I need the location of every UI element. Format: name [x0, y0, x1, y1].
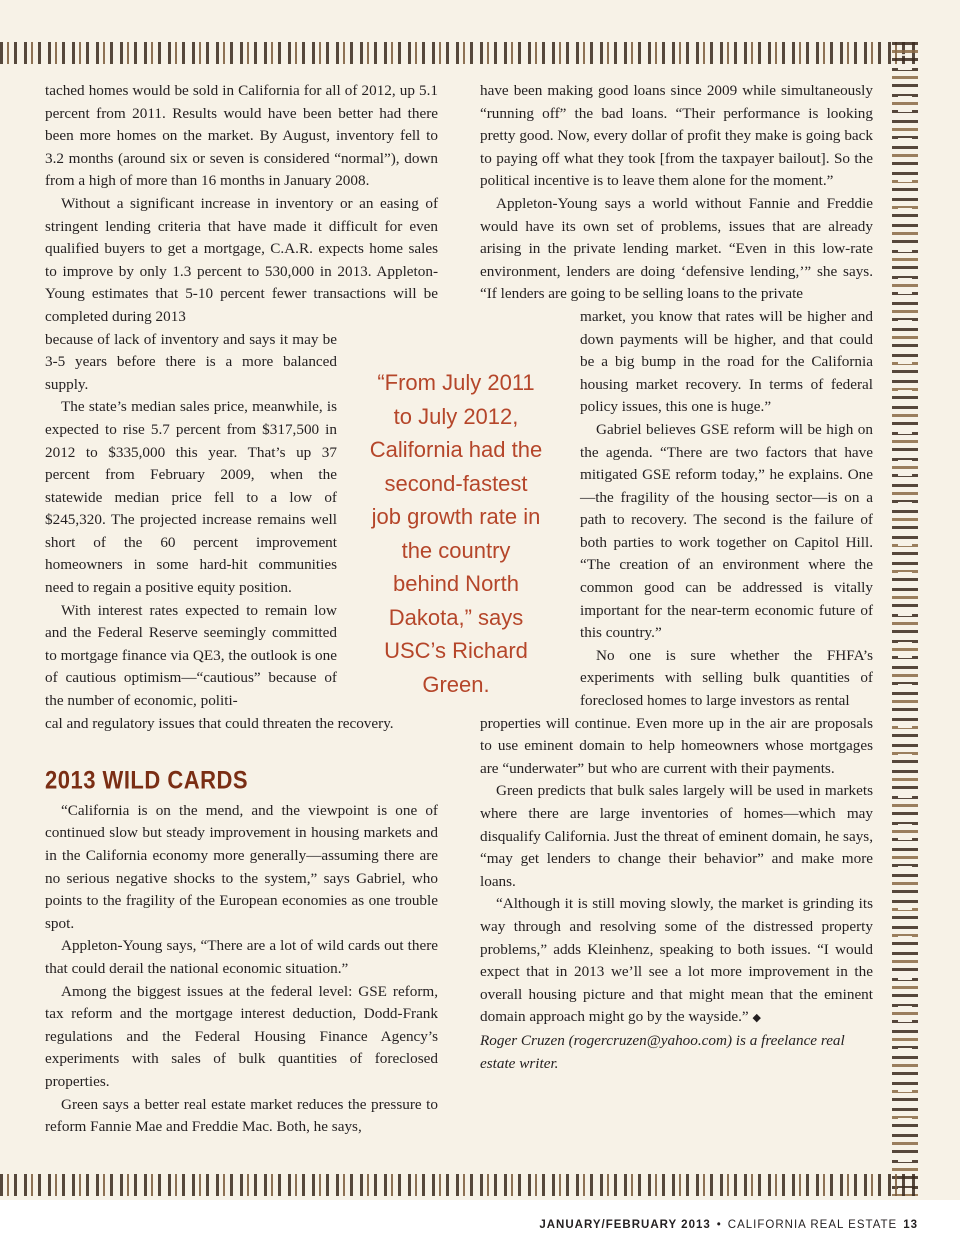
paragraph: properties will continue. Even more up in the air are proposals to use eminent domain to help homeowners whose mortgages are “underwater” but who are current with their payments. — [480, 714, 873, 777]
right-column — [480, 80, 873, 1075]
publication-name: CALIFORNIA REAL ESTATE — [727, 1219, 898, 1231]
paragraph: Without a significant increase in inventory or an easing of stringent lending criteria that have made it difficult for even qualified buyers to get a mortgage, C.A.R. expects home sales to improve by only 1.3 percent to 530,000 in 2013. Appleton-Young estimates that 5-10 percent fewer transactions will be completed during 2013 — [45, 194, 438, 325]
paragraph: because of lack of inventory and says it may be 3-5 years before there is a more balanced supply. — [45, 330, 337, 393]
author-byline: Roger Cruzen (rogercruzen@yahoo.com) is a freelance real estate writer. — [480, 1031, 845, 1072]
paragraph: No one is sure whether the FHFA’s experiments with selling bulk quantities of foreclosed homes to large investors as rental — [580, 646, 873, 710]
paragraph: tached homes would be sold in California for all of 2012, up 5.1 percent from 2011. Results would have been better had there been more homes on the market. By August, inventory fell to 3.2 months (around six or seven is considered “normal”), down from a high of more than 16 months in January 2008. — [45, 82, 438, 190]
paragraph: “California is on the mend, and the viewpoint is one of continued slow but steady improvement in housing markets and in the California economy more generally—assuming there are no serious negative shocks to the system,” says Gabriel, who points to the fragility of the European economies as one trouble spot. — [45, 801, 438, 932]
decorative-border-bottom — [0, 1174, 915, 1196]
paragraph: Appleton-Young says a world without Fannie and Freddie would have its own set of problems, issues that are already arising in the private lending market. “Even in this low-rate environment, lenders are doing ‘defensive lending,’” she says. “If lenders are going to be selling loans to the private — [480, 194, 873, 303]
paragraph: With interest rates expected to remain low and the Federal Reserve seemingly committed to mortgage finance via QE3, the outlook is one of cautious optimism—“cautious” because of the number of economic, politi- — [45, 601, 337, 710]
decorative-border-right — [892, 42, 918, 1196]
paragraph-text: “Although it is still moving slowly, the market is grinding its way through and resolving some of the distressed property problems,” adds Kleinhenz, speaking to both issues. “I would expect that in 2013 we’ll see a lot more improvement in the overall housing picture and that might mean that the eminent domain approach might go by the wayside.” — [480, 895, 873, 1026]
end-mark-icon: ◆ — [752, 1012, 761, 1025]
paragraph: Gabriel believes GSE reform will be high on the agenda. “There are two factors that have mitigated GSE reform today,” he explains. One—the fragility of the housing sector—is on a path to recovery. The second is the failure of both parties to work together on Capitol Hill. “The creation of an environment where the common good can be addressed is vitally important for the near-term economic future of this country.” — [580, 420, 873, 642]
section-heading: 2013 WILD CARDS — [45, 765, 249, 795]
page-footer — [0, 1219, 918, 1231]
paragraph: Among the biggest issues at the federal level: GSE reform, tax reform and the mortgage interest deduction, Dodd-Frank regulations and the Federal Housing Finance Agency’s experiments with sales of bulk quantities of foreclosed properties. — [45, 982, 438, 1090]
issue-date: JANUARY/FEBRUARY 2013 — [539, 1219, 711, 1231]
paragraph: Green says a better real estate market reduces the pressure to reform Fannie Mae and Freddie Mac. Both, he says, — [45, 1095, 438, 1136]
paragraph: market, you know that rates will be higher and down payments will be higher, and that could be a big bump in the road for the California housing market recovery. In terms of federal policy issues, this one is huge.” — [580, 307, 873, 416]
paragraph: cal and regulatory issues that could threaten the recovery. — [45, 714, 394, 732]
paragraph — [480, 893, 873, 1030]
paragraph: have been making good loans since 2009 while simultaneously “running off” the bad loans. “Their performance is looking pretty good. Now, every dollar of profit they make is going back to paying off what they took [from the taxpayer bailout]. So the political incentive is to leave them alone for the moment.” — [480, 82, 873, 190]
pull-quote: “From July 2011 to July 2012, California had the second-fastest job growth rate in the country behind North Dakota,” says USC’s Richard Green. — [369, 370, 543, 697]
paragraph: The state’s median sales price, meanwhile, is expected to rise 5.7 percent from $317,500 in 2012 to $335,000 this year. That’s up 37 percent from February 2009, when the statewide median price fell to a low of $245,320. The projected increase remains well short of the 60 percent improvement homeowners in some hard-hit communities need to regain a positive equity position. — [45, 398, 337, 597]
paragraph: Appleton-Young says, “There are a lot of wild cards out there that could derail the national economic situation.” — [45, 937, 438, 977]
page-number: 13 — [903, 1219, 918, 1231]
decorative-border-top — [0, 42, 915, 64]
paragraph: Green predicts that bulk sales largely will be used in markets where there are large inventories of homes—which may disqualify California. Just the threat of eminent domain, he says, “may get lenders to change their behavior” and make more loans. — [480, 782, 873, 890]
footer-separator: • — [716, 1219, 722, 1231]
